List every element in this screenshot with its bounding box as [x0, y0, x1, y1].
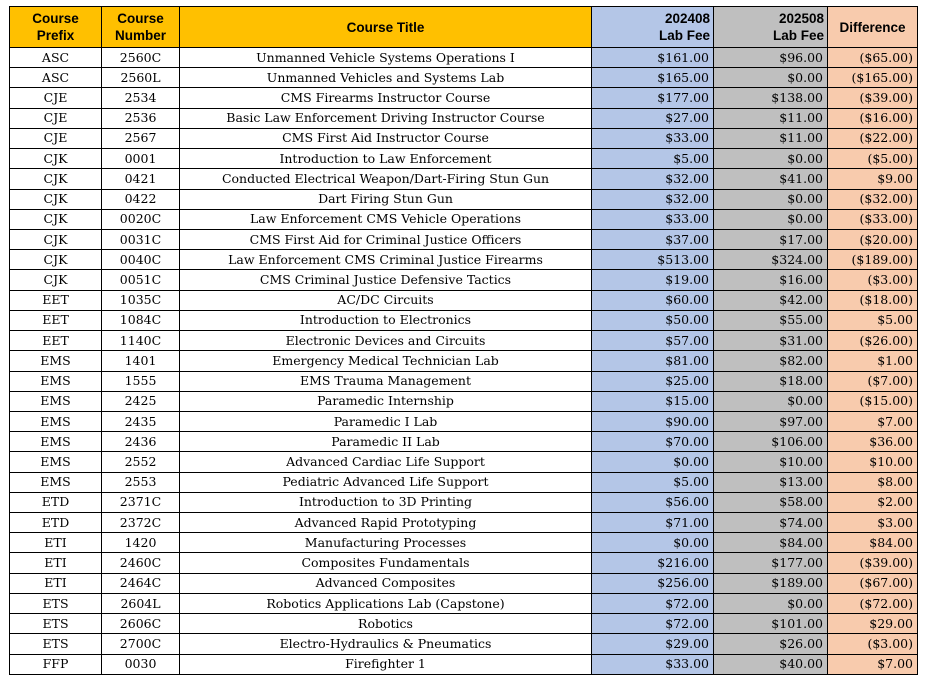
cell-difference: ($65.00) — [828, 48, 918, 68]
cell-fee-202508: $40.00 — [714, 654, 828, 674]
cell-difference: $36.00 — [828, 432, 918, 452]
cell-course-title: Conducted Electrical Weapon/Dart-Firing Stun Gun — [180, 169, 592, 189]
cell-difference: $84.00 — [828, 533, 918, 553]
table-row — [10, 209, 918, 229]
cell-course-number: 0040C — [102, 250, 180, 270]
table-row — [10, 290, 918, 310]
cell-fee-202508: $0.00 — [714, 209, 828, 229]
header-course-number — [102, 7, 180, 48]
cell-course-number: 1420 — [102, 533, 180, 553]
cell-fee-202508: $0.00 — [714, 149, 828, 169]
cell-difference: ($3.00) — [828, 634, 918, 654]
table-row — [10, 68, 918, 88]
cell-course-number: 1401 — [102, 351, 180, 371]
cell-course-prefix: EET — [10, 290, 102, 310]
table-row — [10, 48, 918, 68]
header-fee-202408 — [592, 7, 714, 48]
cell-course-title: CMS Criminal Justice Defensive Tactics — [180, 270, 592, 290]
cell-difference: $7.00 — [828, 654, 918, 674]
cell-course-title: Emergency Medical Technician Lab — [180, 351, 592, 371]
cell-difference: ($189.00) — [828, 250, 918, 270]
header-course-number-line1: Course — [117, 11, 164, 26]
cell-fee-202508: $96.00 — [714, 48, 828, 68]
cell-difference: ($39.00) — [828, 553, 918, 573]
cell-course-number: 0030 — [102, 654, 180, 674]
cell-difference: ($15.00) — [828, 391, 918, 411]
cell-course-number: 0020C — [102, 209, 180, 229]
table-body — [10, 48, 918, 675]
cell-course-title: Manufacturing Processes — [180, 533, 592, 553]
cell-fee-202508: $84.00 — [714, 533, 828, 553]
cell-course-number: 2604L — [102, 593, 180, 613]
cell-difference: ($33.00) — [828, 209, 918, 229]
cell-fee-202408: $90.00 — [592, 411, 714, 431]
cell-course-title: Advanced Rapid Prototyping — [180, 513, 592, 533]
cell-fee-202508: $41.00 — [714, 169, 828, 189]
header-course-title: Course Title — [180, 7, 592, 48]
cell-fee-202408: $165.00 — [592, 68, 714, 88]
cell-fee-202508: $97.00 — [714, 411, 828, 431]
cell-course-number: 1555 — [102, 371, 180, 391]
cell-course-title: EMS Trauma Management — [180, 371, 592, 391]
cell-course-number: 2435 — [102, 411, 180, 431]
header-course-prefix-line1: Course — [32, 11, 79, 26]
cell-fee-202408: $0.00 — [592, 533, 714, 553]
cell-course-number: 0001 — [102, 149, 180, 169]
cell-fee-202408: $70.00 — [592, 432, 714, 452]
cell-fee-202408: $33.00 — [592, 654, 714, 674]
cell-course-prefix: CJK — [10, 149, 102, 169]
cell-course-prefix: CJK — [10, 250, 102, 270]
cell-fee-202508: $55.00 — [714, 310, 828, 330]
cell-course-number: 1140C — [102, 331, 180, 351]
cell-difference: ($3.00) — [828, 270, 918, 290]
cell-fee-202408: $81.00 — [592, 351, 714, 371]
cell-fee-202508: $0.00 — [714, 68, 828, 88]
cell-course-number: 2606C — [102, 614, 180, 634]
cell-course-prefix: CJK — [10, 229, 102, 249]
table-row — [10, 270, 918, 290]
cell-course-prefix: CJE — [10, 128, 102, 148]
table-row — [10, 452, 918, 472]
cell-course-number: 2372C — [102, 513, 180, 533]
table-row — [10, 229, 918, 249]
cell-course-number: 0031C — [102, 229, 180, 249]
cell-course-prefix: CJK — [10, 270, 102, 290]
cell-difference: ($67.00) — [828, 573, 918, 593]
header-course-number-line2: Number — [114, 28, 166, 43]
cell-fee-202508: $26.00 — [714, 634, 828, 654]
cell-difference: ($32.00) — [828, 189, 918, 209]
cell-difference: $8.00 — [828, 472, 918, 492]
cell-difference: ($16.00) — [828, 108, 918, 128]
table-row — [10, 411, 918, 431]
cell-course-title: Advanced Cardiac Life Support — [180, 452, 592, 472]
cell-course-title: Firefighter 1 — [180, 654, 592, 674]
cell-course-prefix: EMS — [10, 452, 102, 472]
cell-fee-202408: $33.00 — [592, 209, 714, 229]
table-row — [10, 128, 918, 148]
cell-course-number: 2553 — [102, 472, 180, 492]
cell-course-title: Introduction to Electronics — [180, 310, 592, 330]
cell-course-title: Basic Law Enforcement Driving Instructor Course — [180, 108, 592, 128]
cell-fee-202508: $11.00 — [714, 108, 828, 128]
header-row — [10, 7, 918, 48]
cell-course-prefix: ETS — [10, 614, 102, 634]
cell-course-number: 2436 — [102, 432, 180, 452]
cell-difference: $5.00 — [828, 310, 918, 330]
cell-course-number: 0422 — [102, 189, 180, 209]
cell-course-prefix: ETI — [10, 533, 102, 553]
cell-difference: $3.00 — [828, 513, 918, 533]
cell-course-number: 2460C — [102, 553, 180, 573]
cell-fee-202508: $16.00 — [714, 270, 828, 290]
cell-fee-202508: $31.00 — [714, 331, 828, 351]
cell-course-prefix: ETI — [10, 553, 102, 573]
cell-fee-202408: $32.00 — [592, 189, 714, 209]
cell-fee-202508: $42.00 — [714, 290, 828, 310]
cell-course-number: 2552 — [102, 452, 180, 472]
cell-course-number: 1035C — [102, 290, 180, 310]
cell-course-title: CMS First Aid Instructor Course — [180, 128, 592, 148]
table-row — [10, 634, 918, 654]
cell-course-title: Electronic Devices and Circuits — [180, 331, 592, 351]
cell-course-prefix: EET — [10, 331, 102, 351]
table-row — [10, 513, 918, 533]
cell-fee-202408: $177.00 — [592, 88, 714, 108]
cell-fee-202508: $17.00 — [714, 229, 828, 249]
cell-course-prefix: EMS — [10, 351, 102, 371]
cell-course-number: 1084C — [102, 310, 180, 330]
cell-fee-202408: $32.00 — [592, 169, 714, 189]
cell-course-number: 2534 — [102, 88, 180, 108]
header-fee-202408-line1: 202408 — [664, 11, 710, 26]
cell-course-number: 2700C — [102, 634, 180, 654]
cell-course-number: 2464C — [102, 573, 180, 593]
cell-difference: ($20.00) — [828, 229, 918, 249]
header-fee-202508-line1: 202508 — [778, 11, 824, 26]
table-row — [10, 553, 918, 573]
table-row — [10, 88, 918, 108]
cell-fee-202408: $256.00 — [592, 573, 714, 593]
header-fee-202508 — [714, 7, 828, 48]
cell-fee-202508: $74.00 — [714, 513, 828, 533]
cell-fee-202508: $101.00 — [714, 614, 828, 634]
cell-fee-202508: $0.00 — [714, 391, 828, 411]
header-difference: Difference — [828, 7, 918, 48]
cell-fee-202408: $57.00 — [592, 331, 714, 351]
cell-fee-202408: $72.00 — [592, 614, 714, 634]
cell-course-prefix: ASC — [10, 68, 102, 88]
cell-course-prefix: ETS — [10, 634, 102, 654]
cell-fee-202508: $138.00 — [714, 88, 828, 108]
cell-course-prefix: CJK — [10, 209, 102, 229]
table-row — [10, 331, 918, 351]
cell-course-prefix: EMS — [10, 411, 102, 431]
cell-difference: ($7.00) — [828, 371, 918, 391]
cell-course-title: Unmanned Vehicle Systems Operations I — [180, 48, 592, 68]
cell-course-prefix: CJK — [10, 189, 102, 209]
cell-course-number: 2560C — [102, 48, 180, 68]
cell-fee-202408: $25.00 — [592, 371, 714, 391]
cell-fee-202408: $15.00 — [592, 391, 714, 411]
table-row — [10, 250, 918, 270]
cell-course-title: Paramedic Internship — [180, 391, 592, 411]
cell-course-prefix: CJE — [10, 108, 102, 128]
cell-fee-202408: $27.00 — [592, 108, 714, 128]
table-row — [10, 391, 918, 411]
cell-course-prefix: EMS — [10, 391, 102, 411]
cell-course-title: Law Enforcement CMS Criminal Justice Firearms — [180, 250, 592, 270]
table-row — [10, 351, 918, 371]
cell-fee-202408: $5.00 — [592, 472, 714, 492]
cell-fee-202408: $37.00 — [592, 229, 714, 249]
cell-course-title: Unmanned Vehicles and Systems Lab — [180, 68, 592, 88]
lab-fee-table — [9, 6, 918, 675]
table-row — [10, 310, 918, 330]
cell-course-title: Paramedic I Lab — [180, 411, 592, 431]
cell-course-number: 2425 — [102, 391, 180, 411]
cell-course-title: Composites Fundamentals — [180, 553, 592, 573]
cell-fee-202508: $82.00 — [714, 351, 828, 371]
cell-difference: ($39.00) — [828, 88, 918, 108]
cell-fee-202408: $71.00 — [592, 513, 714, 533]
cell-difference: $29.00 — [828, 614, 918, 634]
cell-fee-202408: $60.00 — [592, 290, 714, 310]
cell-course-prefix: ETI — [10, 573, 102, 593]
table-row — [10, 593, 918, 613]
table-row — [10, 149, 918, 169]
cell-fee-202508: $10.00 — [714, 452, 828, 472]
table-row — [10, 371, 918, 391]
cell-fee-202408: $56.00 — [592, 492, 714, 512]
cell-course-prefix: EMS — [10, 371, 102, 391]
table-header — [10, 7, 918, 48]
cell-course-number: 2371C — [102, 492, 180, 512]
cell-course-prefix: ASC — [10, 48, 102, 68]
cell-fee-202408: $0.00 — [592, 452, 714, 472]
cell-fee-202408: $29.00 — [592, 634, 714, 654]
cell-course-title: Introduction to 3D Printing — [180, 492, 592, 512]
cell-course-title: Law Enforcement CMS Vehicle Operations — [180, 209, 592, 229]
cell-fee-202508: $11.00 — [714, 128, 828, 148]
cell-course-title: Introduction to Law Enforcement — [180, 149, 592, 169]
table-row — [10, 432, 918, 452]
table-row — [10, 169, 918, 189]
cell-fee-202508: $189.00 — [714, 573, 828, 593]
cell-course-prefix: EET — [10, 310, 102, 330]
table-row — [10, 189, 918, 209]
cell-fee-202408: $50.00 — [592, 310, 714, 330]
cell-course-prefix: FFP — [10, 654, 102, 674]
header-fee-202408-line2: Lab Fee — [658, 28, 710, 43]
cell-fee-202408: $72.00 — [592, 593, 714, 613]
cell-course-title: AC/DC Circuits — [180, 290, 592, 310]
cell-course-prefix: EMS — [10, 472, 102, 492]
table-row — [10, 573, 918, 593]
cell-course-title: Electro-Hydraulics & Pneumatics — [180, 634, 592, 654]
cell-fee-202408: $5.00 — [592, 149, 714, 169]
cell-difference: ($5.00) — [828, 149, 918, 169]
cell-course-title: Robotics Applications Lab (Capstone) — [180, 593, 592, 613]
cell-course-number: 0421 — [102, 169, 180, 189]
cell-course-title: CMS First Aid for Criminal Justice Officers — [180, 229, 592, 249]
cell-difference: $1.00 — [828, 351, 918, 371]
cell-fee-202508: $58.00 — [714, 492, 828, 512]
cell-fee-202508: $106.00 — [714, 432, 828, 452]
table-row — [10, 614, 918, 634]
header-fee-202508-line2: Lab Fee — [772, 28, 824, 43]
cell-course-title: Pediatric Advanced Life Support — [180, 472, 592, 492]
cell-course-number: 2560L — [102, 68, 180, 88]
table-row — [10, 492, 918, 512]
cell-course-prefix: ETD — [10, 492, 102, 512]
cell-difference: ($22.00) — [828, 128, 918, 148]
cell-fee-202508: $0.00 — [714, 189, 828, 209]
cell-course-title: Paramedic II Lab — [180, 432, 592, 452]
cell-course-title: CMS Firearms Instructor Course — [180, 88, 592, 108]
cell-fee-202408: $33.00 — [592, 128, 714, 148]
table-row — [10, 108, 918, 128]
cell-course-prefix: ETS — [10, 593, 102, 613]
cell-fee-202508: $18.00 — [714, 371, 828, 391]
cell-difference: ($72.00) — [828, 593, 918, 613]
cell-difference: ($165.00) — [828, 68, 918, 88]
cell-course-title: Advanced Composites — [180, 573, 592, 593]
cell-difference: ($18.00) — [828, 290, 918, 310]
cell-difference: $7.00 — [828, 411, 918, 431]
cell-fee-202408: $513.00 — [592, 250, 714, 270]
cell-fee-202408: $19.00 — [592, 270, 714, 290]
cell-course-number: 0051C — [102, 270, 180, 290]
cell-course-prefix: ETD — [10, 513, 102, 533]
cell-fee-202408: $216.00 — [592, 553, 714, 573]
cell-course-prefix: CJK — [10, 169, 102, 189]
cell-course-title: Dart Firing Stun Gun — [180, 189, 592, 209]
cell-difference: $2.00 — [828, 492, 918, 512]
cell-difference: ($26.00) — [828, 331, 918, 351]
cell-fee-202508: $324.00 — [714, 250, 828, 270]
table-row — [10, 654, 918, 674]
cell-course-prefix: EMS — [10, 432, 102, 452]
table-row — [10, 472, 918, 492]
header-course-prefix — [10, 7, 102, 48]
cell-course-title: Robotics — [180, 614, 592, 634]
cell-difference: $10.00 — [828, 452, 918, 472]
header-course-prefix-line2: Prefix — [36, 28, 75, 43]
cell-difference: $9.00 — [828, 169, 918, 189]
cell-fee-202408: $161.00 — [592, 48, 714, 68]
cell-fee-202508: $177.00 — [714, 553, 828, 573]
cell-course-prefix: CJE — [10, 88, 102, 108]
cell-course-number: 2567 — [102, 128, 180, 148]
cell-fee-202508: $13.00 — [714, 472, 828, 492]
table-row — [10, 533, 918, 553]
cell-fee-202508: $0.00 — [714, 593, 828, 613]
cell-course-number: 2536 — [102, 108, 180, 128]
